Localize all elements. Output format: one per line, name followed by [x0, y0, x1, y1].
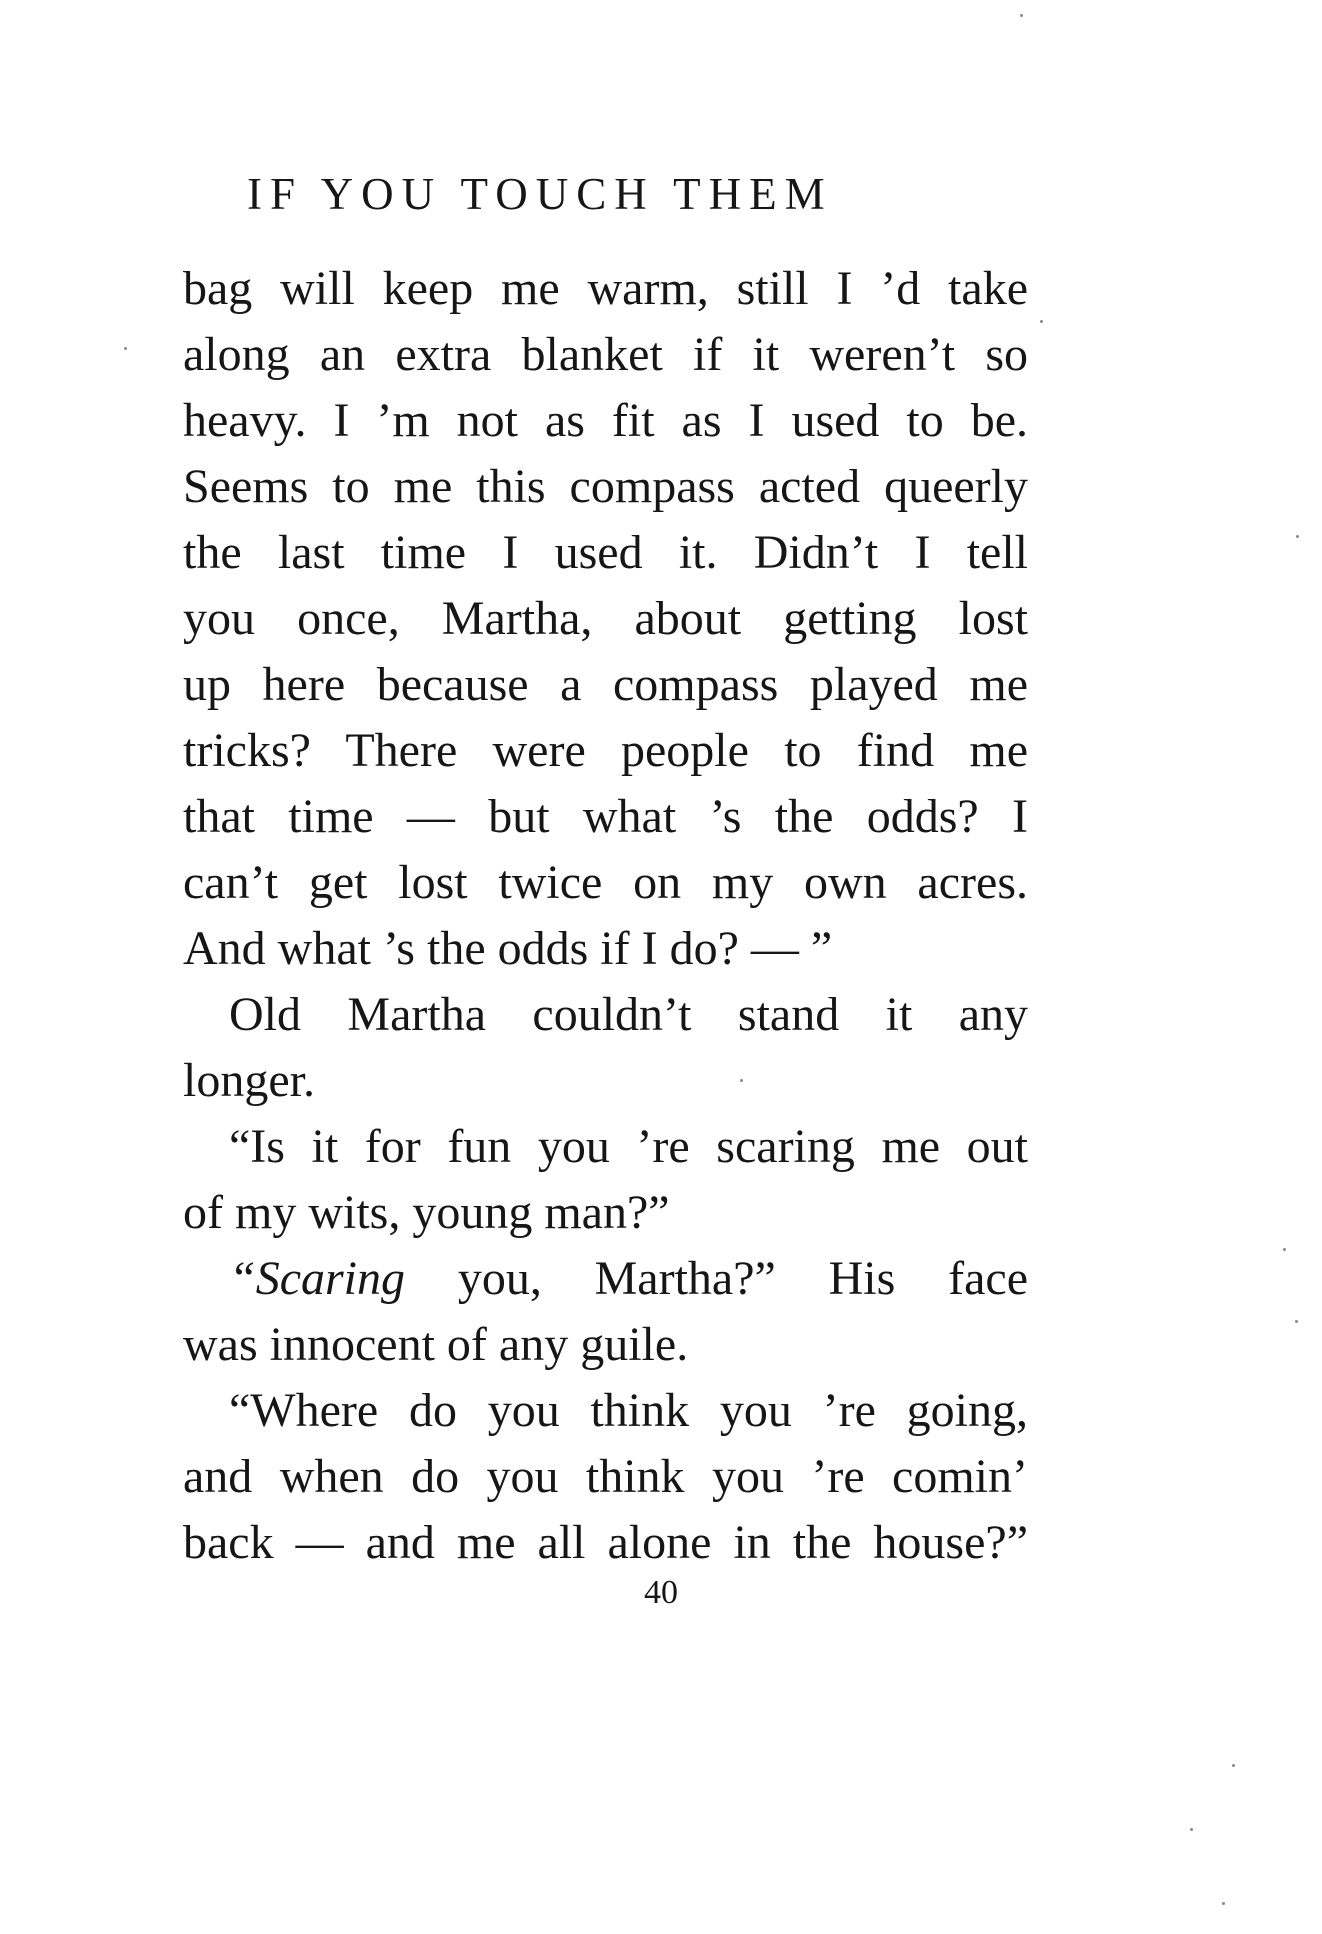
body-text: [183, 256, 1028, 1576]
paper-speck: [1040, 320, 1043, 323]
paper-speck: [1283, 1248, 1286, 1251]
text-line: Seems to me this compass acted queerly: [183, 460, 1028, 513]
paper-speck: [1222, 1902, 1225, 1905]
text-line: heavy. I ’m not as fit as I used to be.: [183, 394, 1028, 447]
text-line: tricks? There were people to find me: [183, 724, 1028, 777]
text-line: bag will keep me warm, still I ’d take: [183, 262, 1028, 315]
paper-speck: [1020, 14, 1023, 17]
paper-speck: [1295, 1320, 1298, 1323]
text-line: “Where do you think you ’re going,: [229, 1384, 1028, 1437]
text-line: longer.: [183, 1054, 315, 1107]
text-line: along an extra blanket if it weren’t so: [183, 328, 1028, 381]
text-line: the last time I used it. Didn’t I tell: [183, 526, 1028, 579]
paper-speck: [1296, 535, 1299, 538]
paper-speck: [740, 1079, 743, 1082]
text-line: And what ’s the odds if I do? — ”: [183, 922, 833, 975]
paper-speck: [1190, 1828, 1193, 1831]
paper-speck: [1232, 1764, 1235, 1767]
text-line: and when do you think you ’re comin’: [183, 1450, 1028, 1503]
italic-word: “Scaring: [229, 1252, 406, 1305]
line-remainder: you, Martha?” His face: [405, 1252, 1028, 1305]
text-line: that time — but what ’s the odds? I: [183, 790, 1028, 843]
paper-speck: [124, 347, 127, 350]
text-line: you once, Martha, about getting lost: [183, 592, 1028, 645]
text-line: of my wits, young man?”: [183, 1186, 670, 1239]
text-line: Old Martha couldn’t stand it any: [229, 988, 1028, 1041]
text-line: can’t get lost twice on my own acres.: [183, 856, 1028, 909]
text-line: up here because a compass played me: [183, 658, 1028, 711]
text-line: back — and me all alone in the house?”: [183, 1516, 1028, 1569]
text-line: was innocent of any guile.: [183, 1318, 689, 1371]
text-line: “Is it for fun you ’re scaring me out: [229, 1120, 1028, 1173]
text-line: [183, 1246, 1028, 1312]
running-head: IF YOU TOUCH THEM: [247, 169, 833, 219]
page-number: 40: [644, 1574, 678, 1611]
